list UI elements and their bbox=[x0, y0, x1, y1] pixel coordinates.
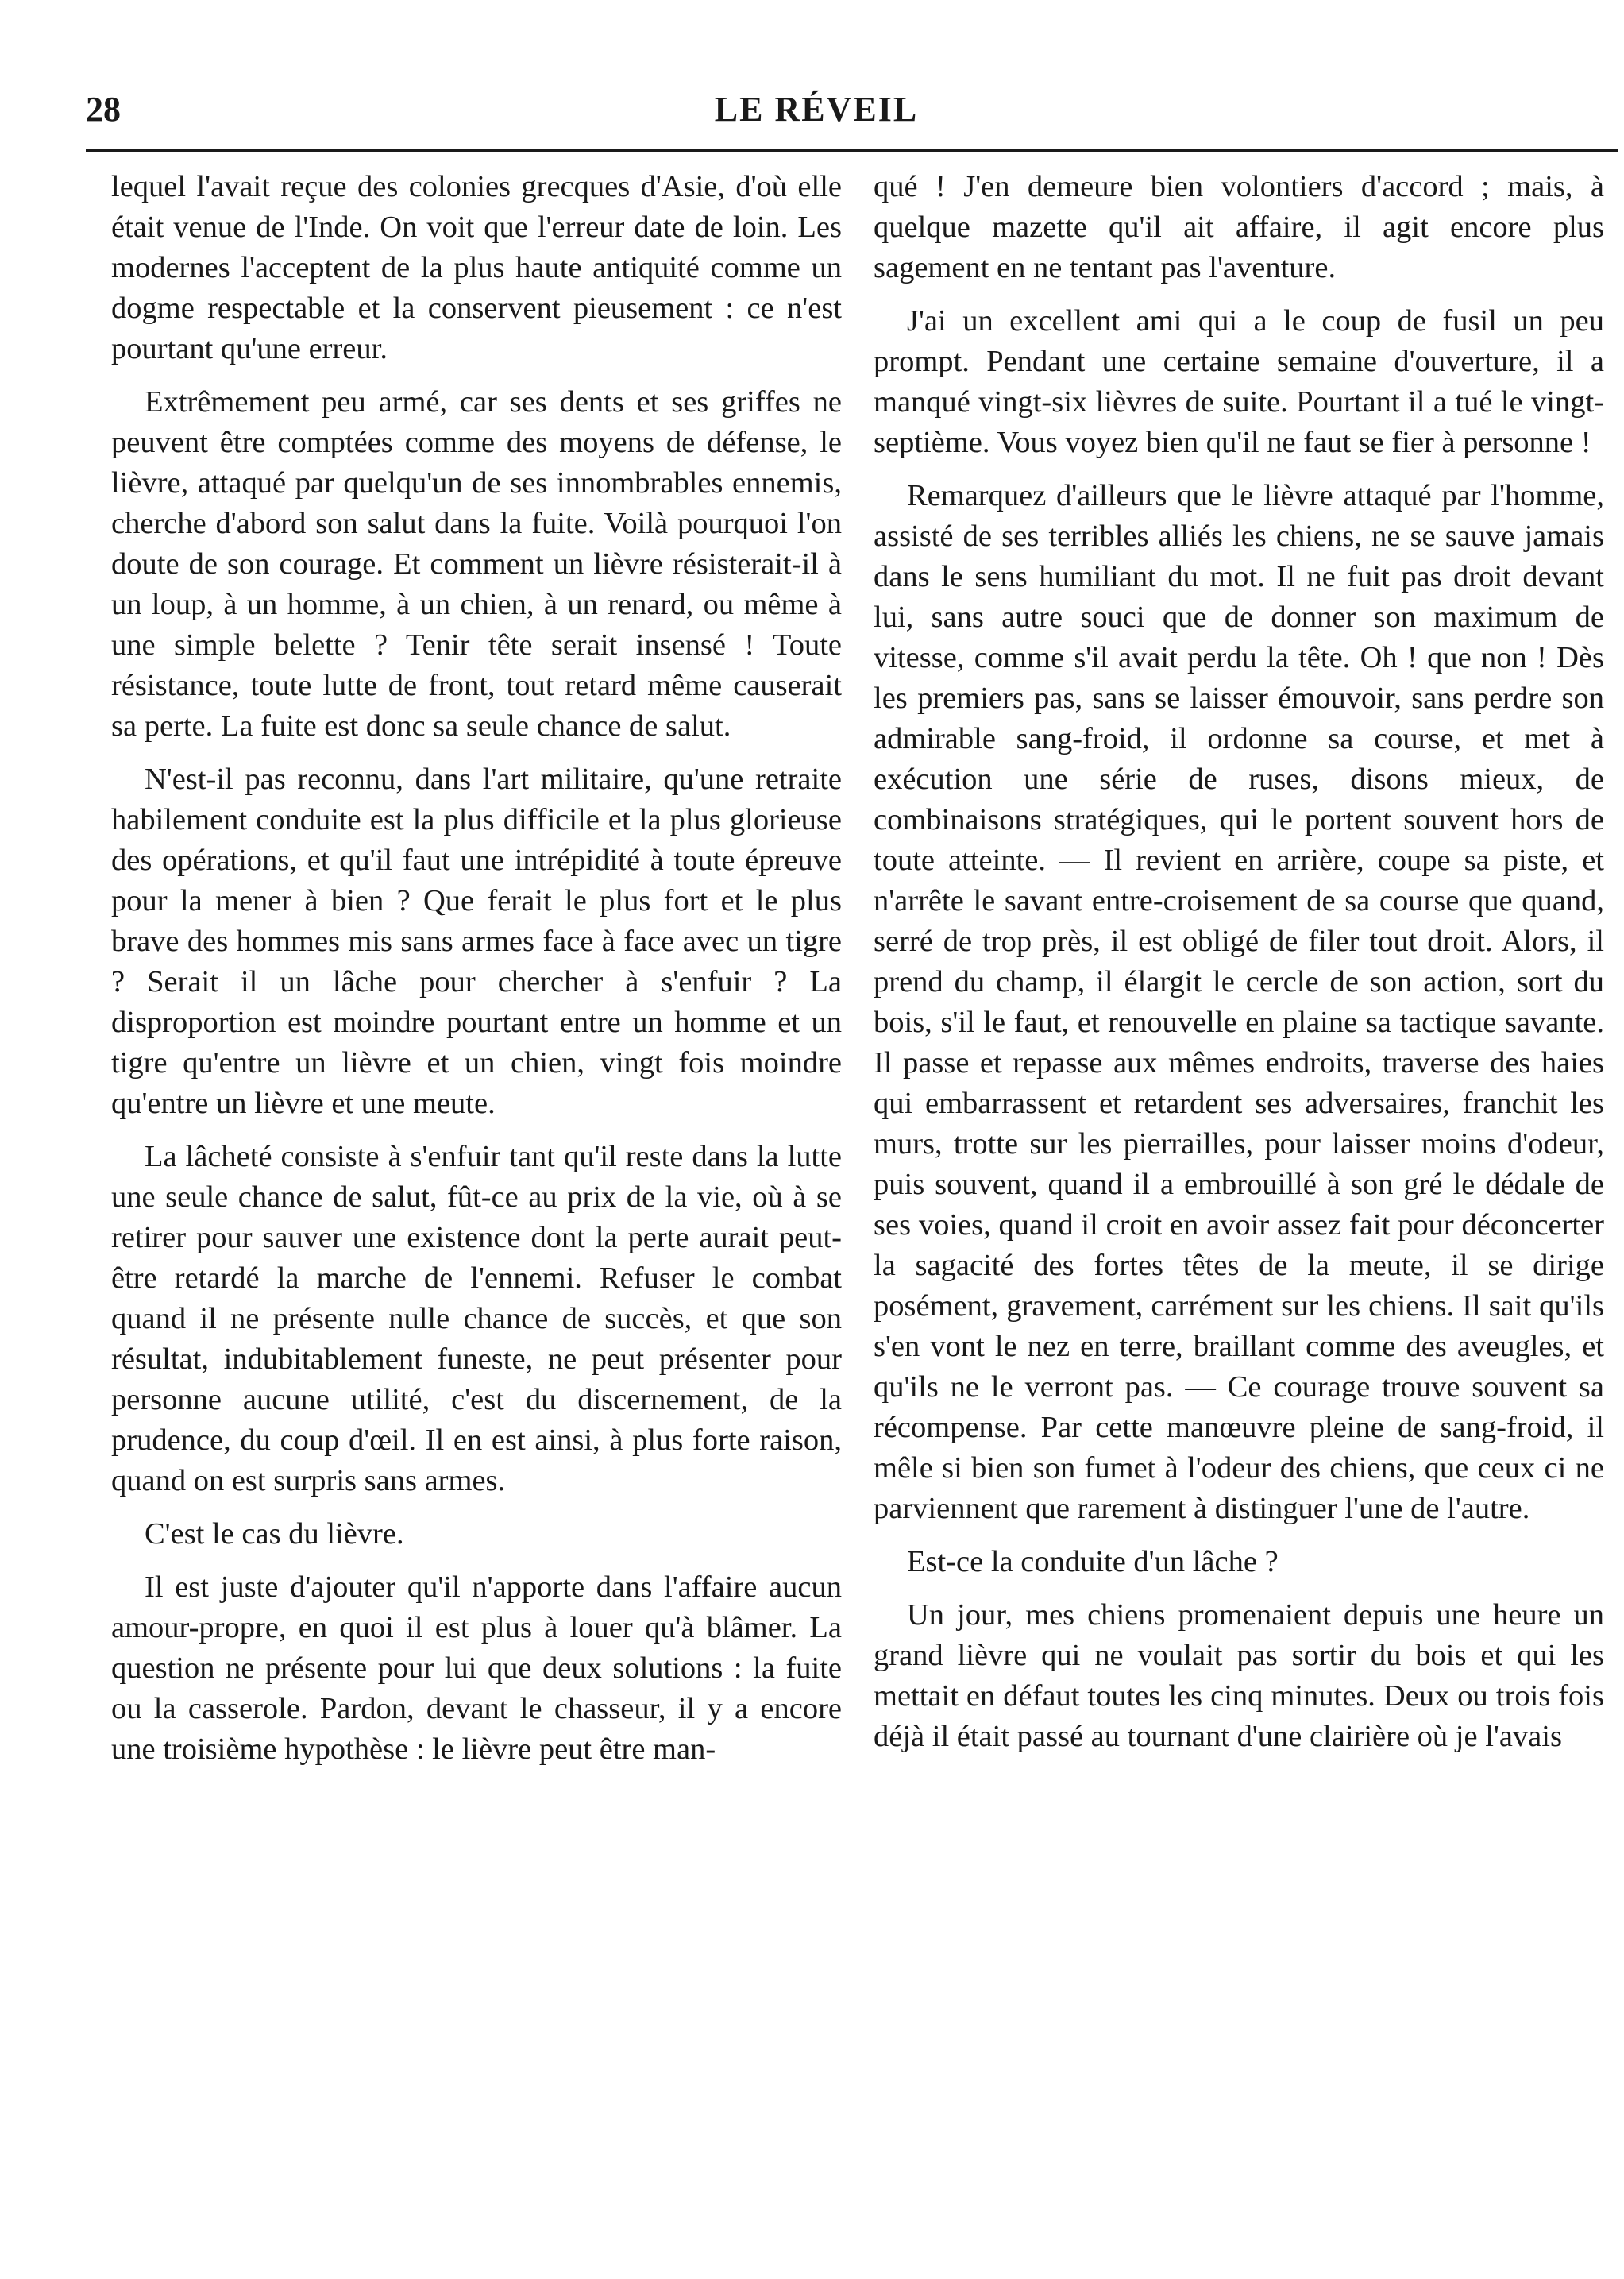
paragraph: Un jour, mes chiens promenaient depuis une heure un grand lièvre qui ne voulait pas sortir du bois et qui les mettait en défaut toutes les cinq minutes. Deux ou trois fois déjà il était passé au tournant d'une clairière où je l'avais bbox=[874, 1598, 1604, 1753]
paragraph: Extrêmement peu armé, car ses dents et ses griffes ne peuvent être comptées comme des moyens de défense, le lièvre, attaqué par quelqu'un de ses innombrables ennemis, cherche d'abord son salut dans la fuite. Voilà pourquoi l'on doute de son courage. Et comment un lièvre résisterait-il à un loup, à un homme, à un chien, à un renard, ou même à une simple belette ? Tenir tête serait insensé ! Toute résistance, toute lutte de front, tout retard même causerait sa perte. La fuite est donc sa seule chance de salut. bbox=[111, 385, 842, 743]
left-column bbox=[111, 167, 842, 2264]
header-rule bbox=[86, 149, 1618, 152]
paragraph: Remarquez d'ailleurs que le lièvre attaqué par l'homme, assisté de ses terribles alliés les chiens, ne se sauve jamais dans le sens humiliant du mot. Il ne fuit pas droit devant lui, sans autre souci que de donner son maximum de vitesse, comme s'il avait perdu la tête. Oh ! que non ! Dès les premiers pas, sans se laisser émouvoir, sans perdre son admirable sang-froid, il ordonne sa course, et met à exécution une série de ruses, disons mieux, de combinaisons stratégiques, qui le portent souvent hors de toute atteinte. — Il revient en arrière, coupe sa piste, et n'arrête le savant entre-croisement de sa course que quand, serré de trop près, il est obligé de filer tout droit. Alors, il prend du champ, il élargit le cercle de son action, sort du bois, s'il le faut, et renouvelle en plaine sa tactique savante. Il passe et repasse aux mêmes endroits, traverse des haies qui embarrassent et retardent ses adversaires, franchit les murs, trotte sur les pierrailles, pour laisser moins d'odeur, puis souvent, quand il a embrouillé à son gré le dédale de ses voies, quand il croit en avoir assez fait pour déconcerter la sagacité des fortes têtes de la meute, il se dirige posément, gravement, carrément sur les chiens. Il sait qu'ils s'en vont le nez en terre, braillant comme des aveugles, et qu'ils ne le verront pas. — Ce courage trouve souvent sa récompense. Par cette manœuvre pleine de sang-froid, il mêle si bien son fumet à l'odeur des chiens, que ceux ci ne parviennent que rarement à distinguer l'une de l'autre. bbox=[874, 479, 1604, 1525]
paragraph: qué ! J'en demeure bien volontiers d'accord ; mais, à quelque mazette qu'il ait affaire, il agit encore plus sagement en ne tentant pas l'aventure. bbox=[874, 170, 1604, 284]
page-number: 28 bbox=[86, 90, 121, 129]
paragraph: C'est le cas du lièvre. bbox=[145, 1517, 404, 1551]
paragraph: lequel l'avait reçue des colonies grecques d'Asie, d'où elle était venue de l'Inde. On voit que l'erreur date de loin. Les modernes l'acceptent de la plus haute antiquité comme un dogme respectable et la conservent pieusement : ce n'est pourtant qu'une erreur. bbox=[111, 170, 842, 365]
paragraph: J'ai un excellent ami qui a le coup de fusil un peu prompt. Pendant une certaine semaine d'ouverture, il a manqué vingt-six lièvres de suite. Pourtant il a tué le vingt-septième. Vous voyez bien qu'il ne faut se fier à personne ! bbox=[874, 304, 1604, 459]
page-header bbox=[86, 86, 1618, 141]
paragraph: La lâcheté consiste à s'enfuir tant qu'il reste dans la lutte une seule chance de salut, fût-ce au prix de la vie, où à se retirer pour sauver une existence dont la perte aurait peut-être retardé la marche de l'ennemi. Refuser le combat quand il ne présente nulle chance de succès, et que son résultat, indubitablement funeste, ne peut présenter pour personne aucune utilité, c'est du discernement, de la prudence, du coup d'œil. Il en est ainsi, à plus forte raison, quand on est surpris sans armes. bbox=[111, 1140, 842, 1497]
running-title: LE RÉVEIL bbox=[714, 90, 919, 129]
right-column bbox=[874, 167, 1604, 2264]
paragraph: Est-ce la conduite d'un lâche ? bbox=[907, 1545, 1279, 1578]
paragraph: Il est juste d'ajouter qu'il n'apporte dans l'affaire aucun amour-propre, en quoi il est plus à louer qu'à blâmer. La question ne présente pour lui que deux solutions : la fuite ou la casserole. Pardon, devant le chasseur, il y a encore une troisième hypothèse : le lièvre peut être man- bbox=[111, 1570, 842, 1766]
paragraph: N'est-il pas reconnu, dans l'art militaire, qu'une retraite habilement conduite est la plus difficile et la plus glorieuse des opérations, et qu'il faut une intrépidité à toute épreuve pour la mener à bien ? Que ferait le plus fort et le plus brave des hommes mis sans armes face à face avec un tigre ? Serait il un lâche pour chercher à s'enfuir ? La disproportion est moindre pourtant entre un homme et un tigre qu'entre un lièvre et un chien, vingt fois moindre qu'entre un lièvre et une meute. bbox=[111, 763, 842, 1120]
